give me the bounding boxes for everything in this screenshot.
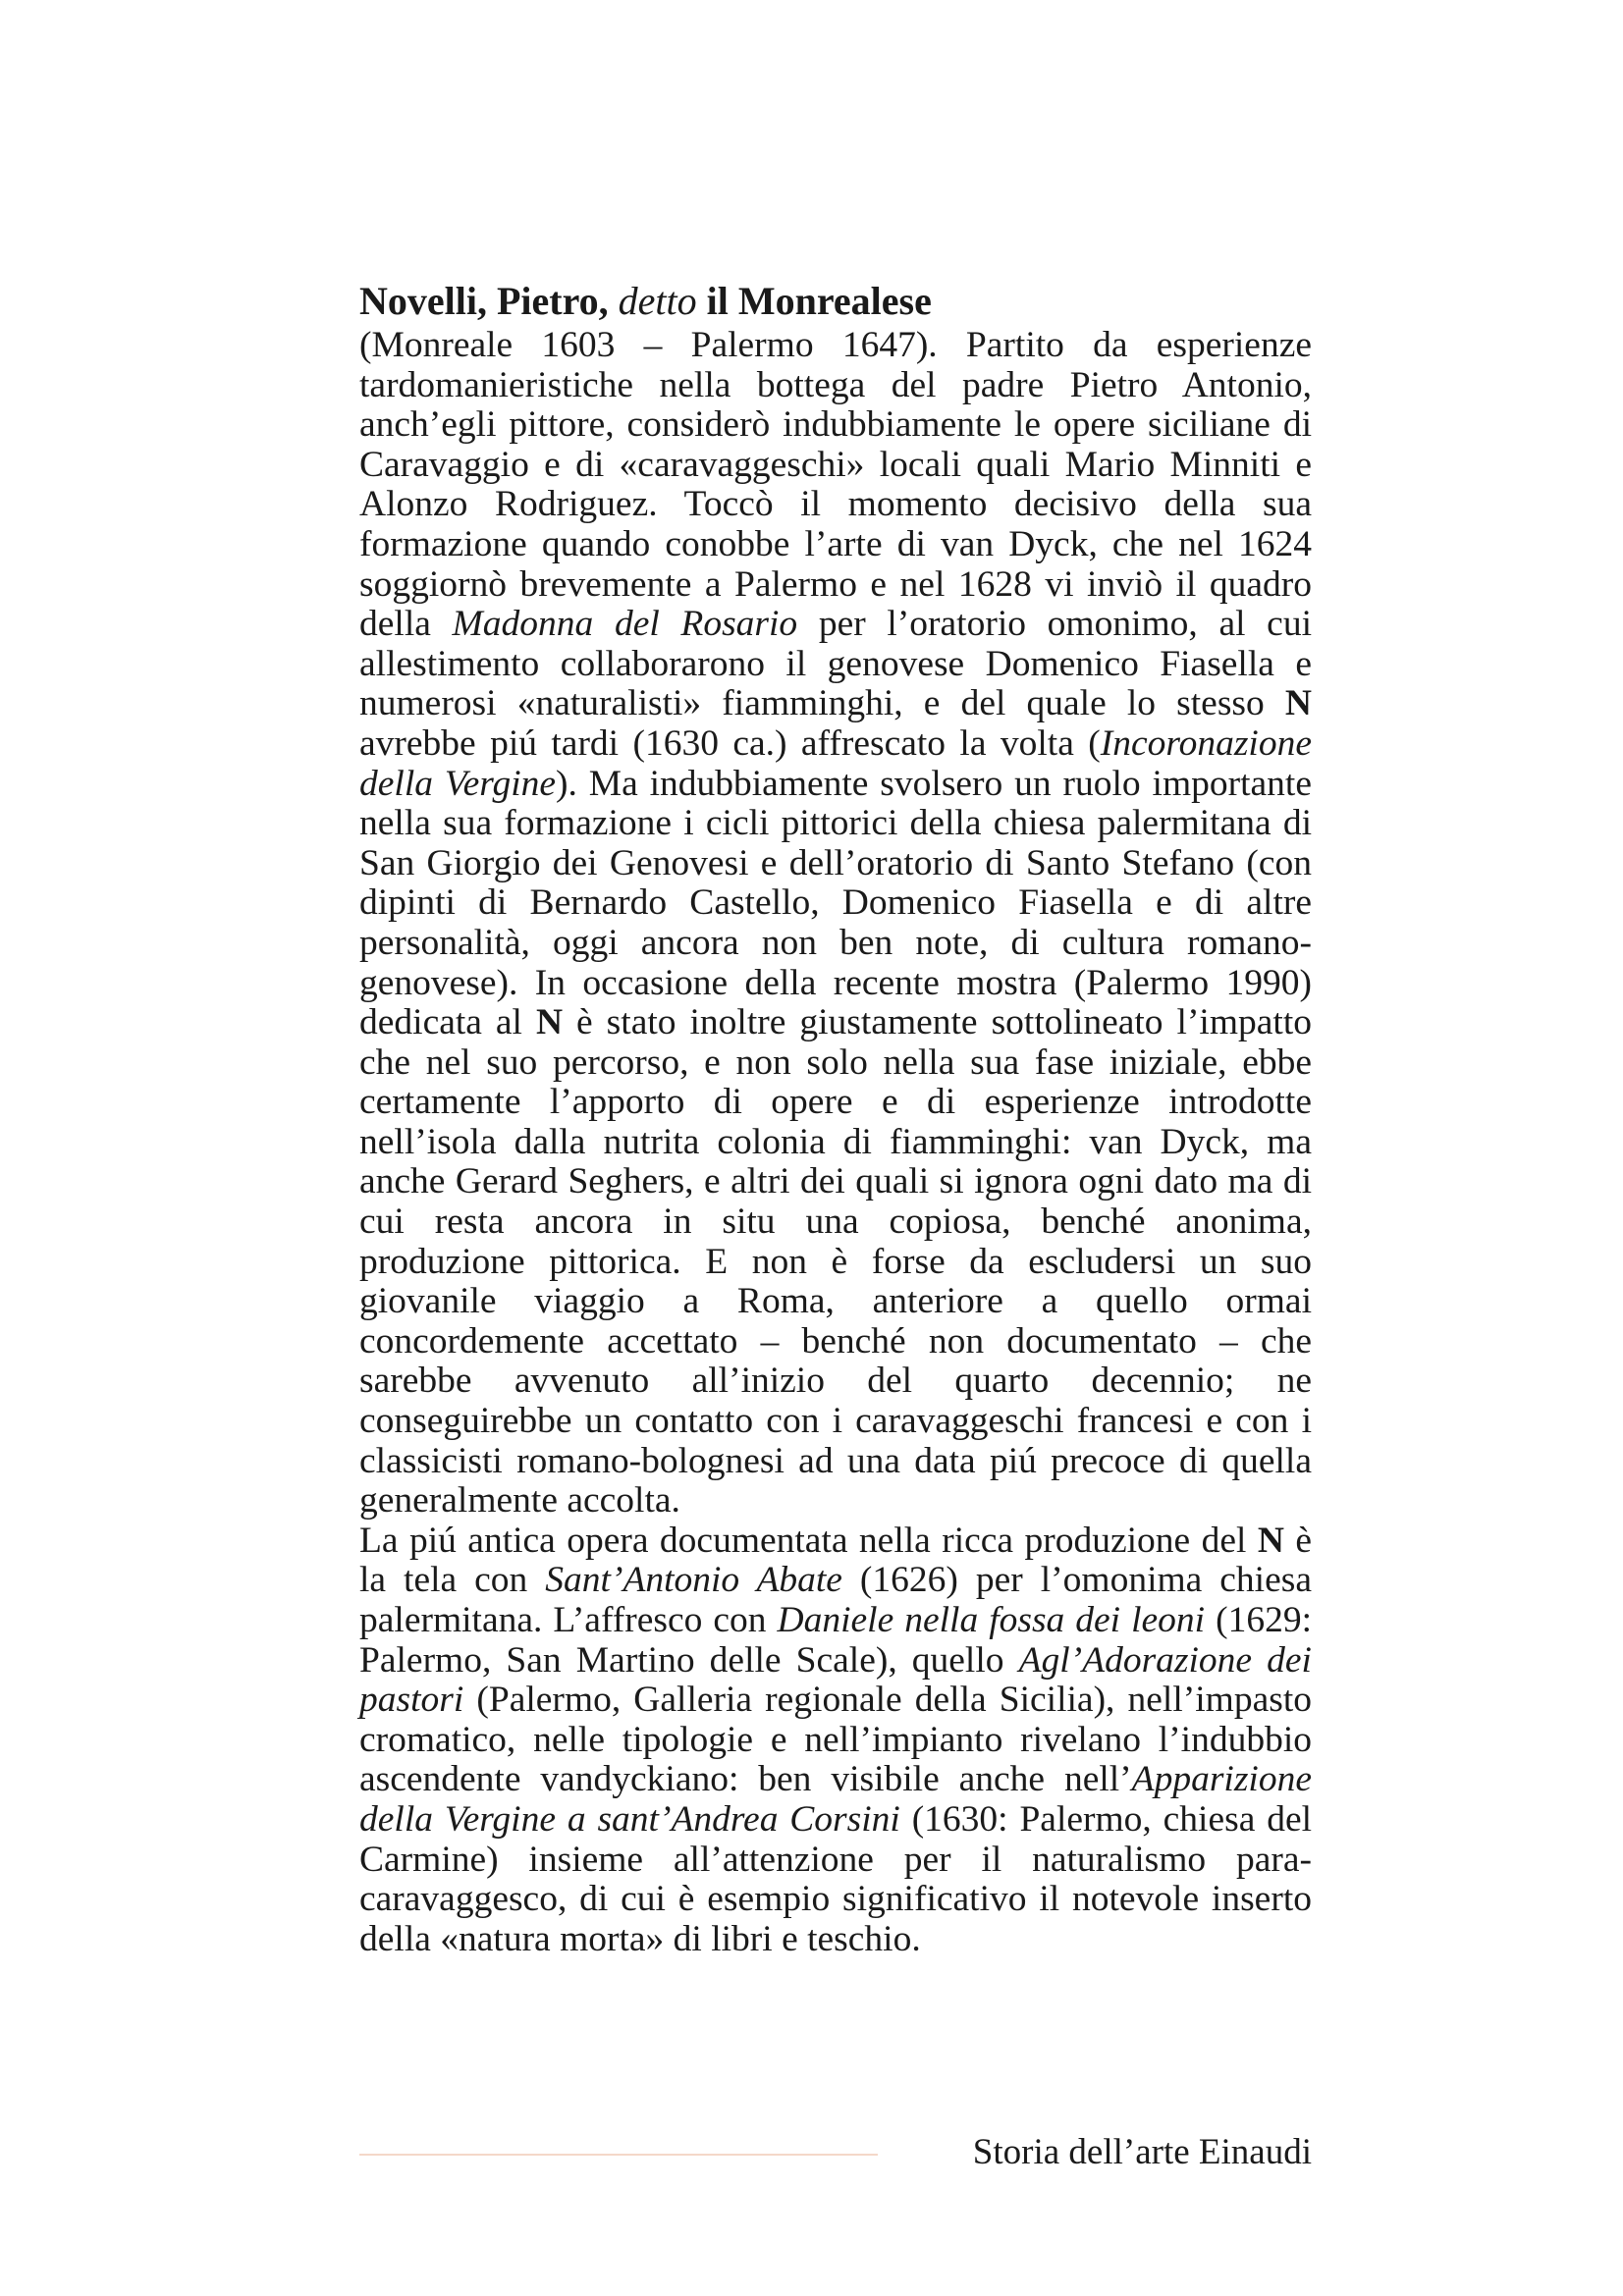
paragraph-2 — [359, 1522, 1312, 1960]
entry-title-name: Novelli, Pietro, — [359, 279, 609, 323]
paragraph-1 — [359, 326, 1312, 1522]
artwork-title: Agl’Adorazione dei pastori — [359, 1639, 1312, 1721]
artwork-title: Sant’Antonio Abate — [545, 1560, 842, 1601]
text-run: avrebbe piú tardi (1630 ca.) affrescato la volta ( — [359, 722, 1101, 764]
text-run: (1630: Palermo, chiesa del Carmine) insieme all’attenzione per il naturalismo para-caravaggesco, di cui è esempio significativo il notevole inserto della «natura morta» di libri e teschio. — [359, 1798, 1313, 1959]
entry-body — [359, 326, 1312, 1959]
text-run: per l’oratorio omonimo, al cui allestimento collaborarono il genovese Domenico Fiasella e numerosi «naturalisti» fiamminghi, e del quale lo stesso — [359, 604, 1312, 724]
entry-title-detto: detto — [618, 279, 697, 323]
artwork-title: Apparizione della Vergine a sant’Andrea Corsini — [359, 1759, 1312, 1840]
text-run: (1626) per l’omonima chiesa palermitana. L’affresco con — [359, 1560, 1312, 1640]
artwork-title: Incoronazione della Vergine — [359, 722, 1312, 804]
artwork-title: Daniele nella fossa dei leoni — [777, 1600, 1206, 1640]
encyclopedia-entry — [359, 277, 1312, 1959]
text-run: è la tela con — [359, 1520, 1312, 1601]
footer-rule — [359, 2154, 878, 2156]
text-run: è stato inoltre giustamente sottolineato l’impatto che nel suo percorso, e non solo nella sua fase iniziale, ebbe certamente l’apporto di opere e di esperienze introdotte nell’isola dalla nutrita colonia di fiamminghi: van Dyck, ma anche Gerard Seghers, e altri dei quali si ignora ogni dato ma di cui resta ancora in situ una copiosa, benché anonima, produzione pittorica. E non è forse da escludersi un suo giovanile viaggio a Roma, anteriore a quello ormai concordemente accettato – benché non documentato – che sarebbe avvenuto all’inizio del quarto decennio; ne conseguirebbe un contatto con i caravaggeschi francesi e con i classicisti romano-bolognesi ad una data piú precoce di quella generalmente accolta. — [359, 1002, 1313, 1522]
entry-abbreviation: N — [1257, 1520, 1284, 1561]
text-run: ). Ma indubbiamente svolsero un ruolo importante nella sua formazione i cicli pittorici della chiesa palermitana di San Giorgio dei Genovesi e dell’oratorio di Santo Stefano (con dipinti di Bernardo Castello, Domenico Fiasella e di altre personalità, oggi ancora non ben note, di cultura romano-genovese). In occasione della recente mostra (Palermo 1990) dedicata al — [359, 763, 1312, 1043]
artwork-title: Madonna del Rosario — [452, 604, 798, 645]
entry-abbreviation: N — [535, 1002, 564, 1043]
entry-abbreviation: N — [1284, 683, 1312, 724]
text-run: (1629: Palermo, San Martino delle Scale), quello — [359, 1600, 1312, 1681]
text-run: La piú antica opera documentata nella ricca produzione del — [359, 1520, 1258, 1561]
entry-title-rest: il Monrealese — [706, 279, 932, 323]
text-run: (Palermo, Galleria regionale della Sicilia), nell’impasto cromatico, nelle tipologie e nell’impianto rivelano l’indubbio ascendente vandyckiano: ben visibile anche nell’ — [359, 1680, 1312, 1800]
entry-title — [359, 277, 1312, 326]
footer-publisher-label: Storia dell’arte Einaudi — [972, 2132, 1312, 2172]
text-run: (Monreale 1603 – Palermo 1647). Partito da esperienze tardomanieristiche nella bottega del padre Pietro Antonio, anch’egli pittore, considerò indubbiamente le opere siciliane di Caravaggio e di «caravaggeschi» locali quali Mario Minniti e Alonzo Rodriguez. Toccò il momento decisivo della sua formazione quando conobbe l’arte di van Dyck, che nel 1624 soggiornò brevemente a Palermo e nel 1628 vi inviò il quadro della — [359, 325, 1312, 645]
page-footer — [359, 2130, 1312, 2179]
